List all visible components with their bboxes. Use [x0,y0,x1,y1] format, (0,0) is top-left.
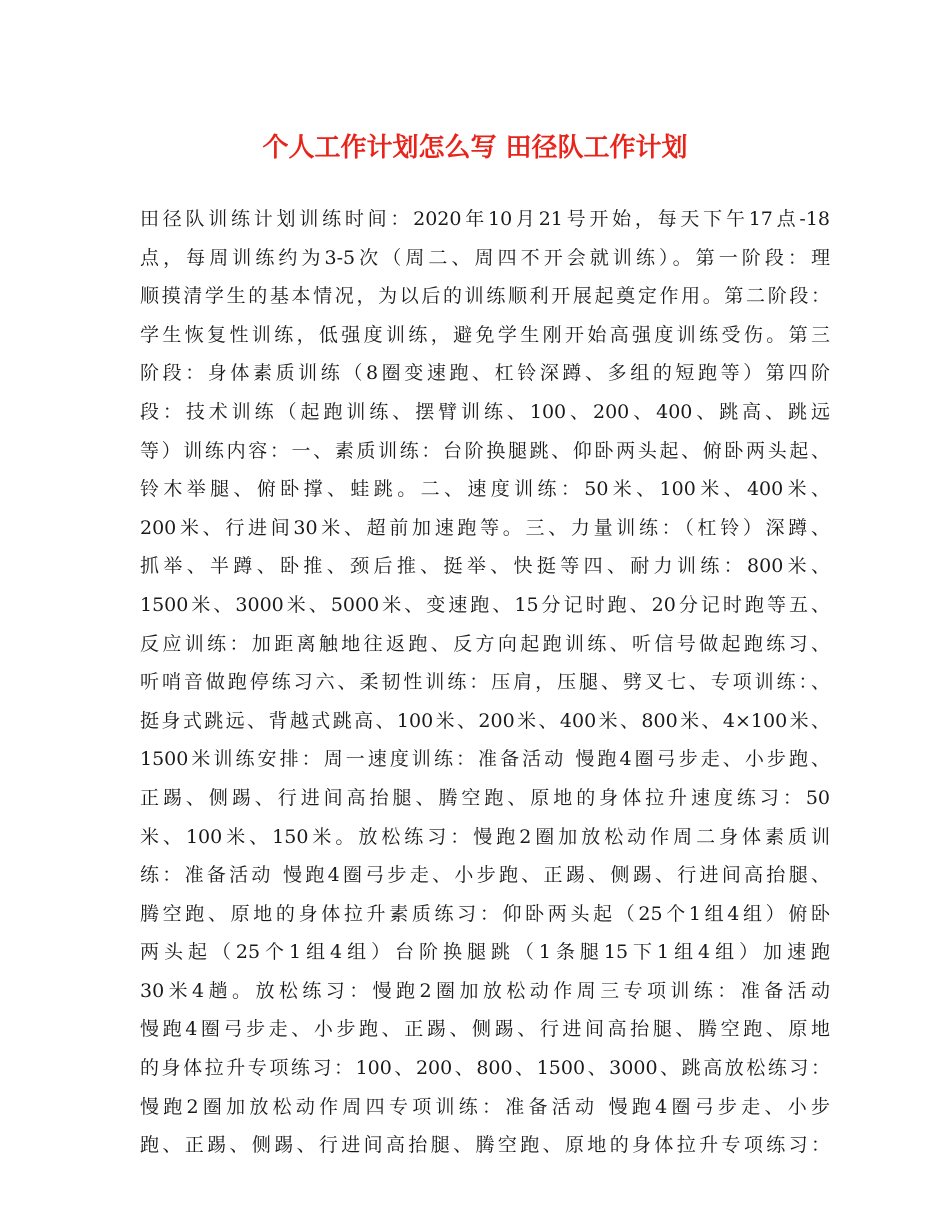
document-title: 个人工作计划怎么写 田径队工作计划 [262,133,688,163]
body-line: 田径队训练计划训练时间：2020年10月21号开始，每天下午17点-18 [140,208,830,230]
body-line: 200米、行进间30米、超前加速跑等。三、力量训练：（杠铃）深蹲、 [140,516,830,539]
body-line: 阶段：身体素质训练（8圈变速跑、杠铃深蹲、多组的短跑等）第四阶 [140,362,830,385]
body-line: 抓举、半蹲、卧推、颈后推、挺举、快挺等四、耐力训练：800米、 [140,555,830,578]
body-line: 铃木举腿、俯卧撑、蛙跳。二、速度训练：50米、100米、400米、 [140,478,830,501]
body-line: 反应训练：加距离触地往返跑、反方向起跑训练、听信号做起跑练习、 [140,632,830,655]
body-line: 挺身式跳远、背越式跳高、100米、200米、400米、800米、4×100米、 [140,709,830,732]
body-line: 1500米、3000米、5000米、变速跑、15分记时跑、20分记时跑等五、 [140,593,830,616]
body-line: 慢跑2圈加放松动作周四专项训练：准备活动 慢跑4圈弓步走、小步 [140,1095,830,1118]
document-body [140,200,830,1165]
body-line: 学生恢复性训练，低强度训练，避免学生刚开始高强度训练受伤。第三 [140,323,830,346]
body-line: 1500米训练安排：周一速度训练：准备活动 慢跑4圈弓步走、小步跑、 [140,748,830,771]
body-line: 段：技术训练（起跑训练、摆臂训练、100、200、400、跳高、跳远 [140,400,830,423]
body-line: 听哨音做跑停练习六、柔韧性训练：压肩，压腿、劈叉七、专项训练：、 [140,671,830,694]
body-line: 的身体拉升专项练习：100、200、800、1500、3000、跳高放松练习： [140,1057,830,1080]
body-line: 米、100米、150米。放松练习：慢跑2圈加放松动作周二身体素质训 [140,825,830,848]
body-line: 30米4趟。放松练习：慢跑2圈加放松动作周三专项训练：准备活动 [140,979,830,1002]
body-line: 腾空跑、原地的身体拉升素质练习：仰卧两头起（25个1组4组）俯卧 [140,902,830,925]
body-line: 等）训练内容：一、素质训练：台阶换腿跳、仰卧两头起、俯卧两头起、 [140,439,830,462]
body-line: 正踢、侧踢、行进间高抬腿、腾空跑、原地的身体拉升速度练习：50 [140,786,830,809]
body-line: 跑、正踢、侧踢、行进间高抬腿、腾空跑、原地的身体拉升专项练习： [140,1134,830,1157]
body-line: 两头起（25个1组4组）台阶换腿跳（1条腿15下1组4组）加速跑 [140,941,830,964]
body-line: 练：准备活动 慢跑4圈弓步走、小步跑、正踢、侧踢、行进间高抬腿、 [140,864,830,887]
body-line: 慢跑4圈弓步走、小步跑、正踢、侧踢、行进间高抬腿、腾空跑、原地 [140,1018,830,1041]
body-line: 顺摸清学生的基本情况，为以后的训练顺利开展起奠定作用。第二阶段： [140,285,830,308]
body-line: 点，每周训练约为3-5次（周二、周四不开会就训练）。第一阶段：理 [140,246,830,269]
